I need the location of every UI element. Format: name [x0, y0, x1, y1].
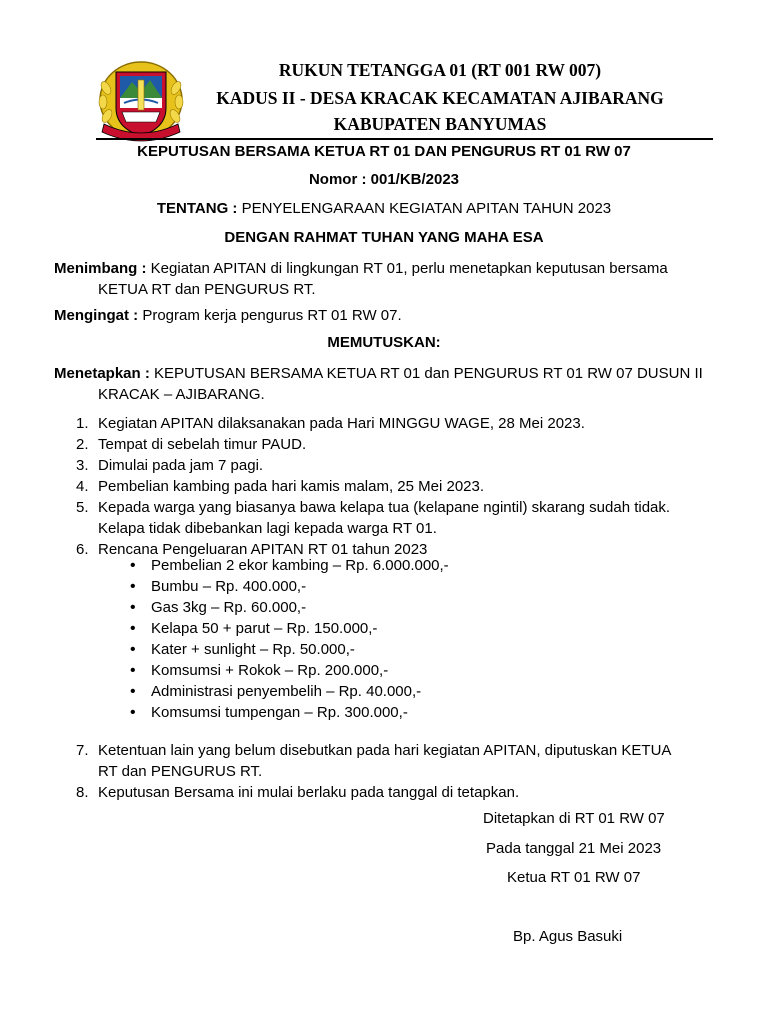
expense-item: • Pembelian 2 ekor kambing – Rp. 6.000.000,- — [128, 555, 688, 576]
item-number: 3. — [76, 457, 89, 474]
recalling-section — [54, 305, 734, 326]
expense-list — [128, 555, 688, 723]
list-item — [76, 455, 736, 476]
establishing-text-cont: KRACAK – AJIBARANG. — [98, 386, 265, 403]
decree-about — [0, 200, 768, 217]
item-number: 8. — [76, 784, 89, 801]
item-text: Tempat di sebelah timur PAUD. — [98, 436, 307, 453]
recalling-label: Mengingat : — [54, 307, 139, 324]
item-text: Kepada warga yang biasanya bawa kelapa tua (kelapane ngintil) skarang sudah tidak. — [98, 499, 671, 516]
decree-number: Nomor : 001/KB/2023 — [308, 171, 460, 188]
considering-text-cont: KETUA RT dan PENGURUS RT. — [98, 281, 316, 298]
considering-section — [54, 258, 734, 300]
expense-item: • Kelapa 50 + parut – Rp. 150.000,- — [128, 618, 688, 639]
list-item — [76, 497, 736, 539]
list-item — [76, 434, 736, 455]
item-number: 5. — [76, 499, 89, 516]
letterhead — [0, 0, 768, 150]
expense-item: • Bumbu – Rp. 400.000,- — [128, 576, 688, 597]
expense-item: • Gas 3kg – Rp. 60.000,- — [128, 597, 688, 618]
letterhead-divider — [96, 138, 713, 140]
item-number: 4. — [76, 478, 89, 495]
letterhead-line-3: KABUPATEN BANYUMAS — [333, 114, 547, 134]
decision-list-continued — [76, 740, 736, 803]
establishing-text: KEPUTUSAN BERSAMA KETUA RT 01 dan PENGURUS RT 01 RW 07 DUSUN II — [149, 365, 703, 382]
expense-item: • Komsumsi tumpengan – Rp. 300.000,- — [128, 702, 688, 723]
item-text: Pembelian kambing pada hari kamis malam, 25 Mei 2023. — [98, 478, 485, 495]
establishing-label: Menetapkan : — [54, 365, 150, 382]
expense-item: • Komsumsi + Rokok – Rp. 200.000,- — [128, 660, 688, 681]
item-number: 6. — [76, 541, 89, 558]
list-item — [76, 476, 736, 497]
decision-list — [76, 413, 736, 560]
signature-position: Ketua RT 01 RW 07 — [507, 869, 641, 886]
list-item — [76, 740, 736, 782]
item-number: 7. — [76, 742, 89, 759]
item-text: Ketentuan lain yang belum disebutkan pada hari kegiatan APITAN, diputuskan KETUA — [98, 742, 672, 759]
letterhead-line-2: KADUS II - DESA KRACAK KECAMATAN AJIBARANG — [216, 88, 664, 108]
list-item — [76, 782, 736, 803]
item-text-cont: Kelapa tidak dibebankan lagi kepada warga RT 01. — [98, 520, 437, 537]
item-number: 2. — [76, 436, 89, 453]
signature-place: Ditetapkan di RT 01 RW 07 — [483, 810, 665, 827]
signature-date: Pada tanggal 21 Mei 2023 — [486, 840, 662, 857]
considering-label: Menimbang : — [54, 260, 147, 277]
about-label: TENTANG : — [156, 200, 238, 217]
about-text: PENYELENGARAAN KEGIATAN APITAN TAHUN 2023 — [237, 200, 612, 217]
signatory-name: Bp. Agus Basuki — [513, 928, 623, 945]
list-item — [76, 413, 736, 434]
recalling-text: Program kerja pengurus RT 01 RW 07. — [138, 307, 402, 324]
item-number: 1. — [76, 415, 89, 432]
deciding-heading: MEMUTUSKAN: — [327, 334, 441, 351]
item-text: Dimulai pada jam 7 pagi. — [98, 457, 264, 474]
item-text: Kegiatan APITAN dilaksanakan pada Hari MINGGU WAGE, 28 Mei 2023. — [98, 415, 585, 432]
expense-item: • Kater + sunlight – Rp. 50.000,- — [128, 639, 688, 660]
item-text: Rencana Pengeluaran APITAN RT 01 tahun 2023 — [98, 541, 428, 558]
considering-text: Kegiatan APITAN di lingkungan RT 01, perlu menetapkan keputusan bersama — [146, 260, 668, 277]
letterhead-line-1: RUKUN TETANGGA 01 (RT 001 RW 007) — [278, 60, 602, 80]
establishing-section — [54, 363, 734, 405]
decree-title: KEPUTUSAN BERSAMA KETUA RT 01 DAN PENGURUS RT 01 RW 07 — [137, 143, 631, 160]
invocation: DENGAN RAHMAT TUHAN YANG MAHA ESA — [224, 229, 544, 246]
item-text-cont: RT dan PENGURUS RT. — [98, 763, 263, 780]
expense-item: • Administrasi penyembelih – Rp. 40.000,- — [128, 681, 688, 702]
item-text: Keputusan Bersama ini mulai berlaku pada tanggal di tetapkan. — [98, 784, 520, 801]
